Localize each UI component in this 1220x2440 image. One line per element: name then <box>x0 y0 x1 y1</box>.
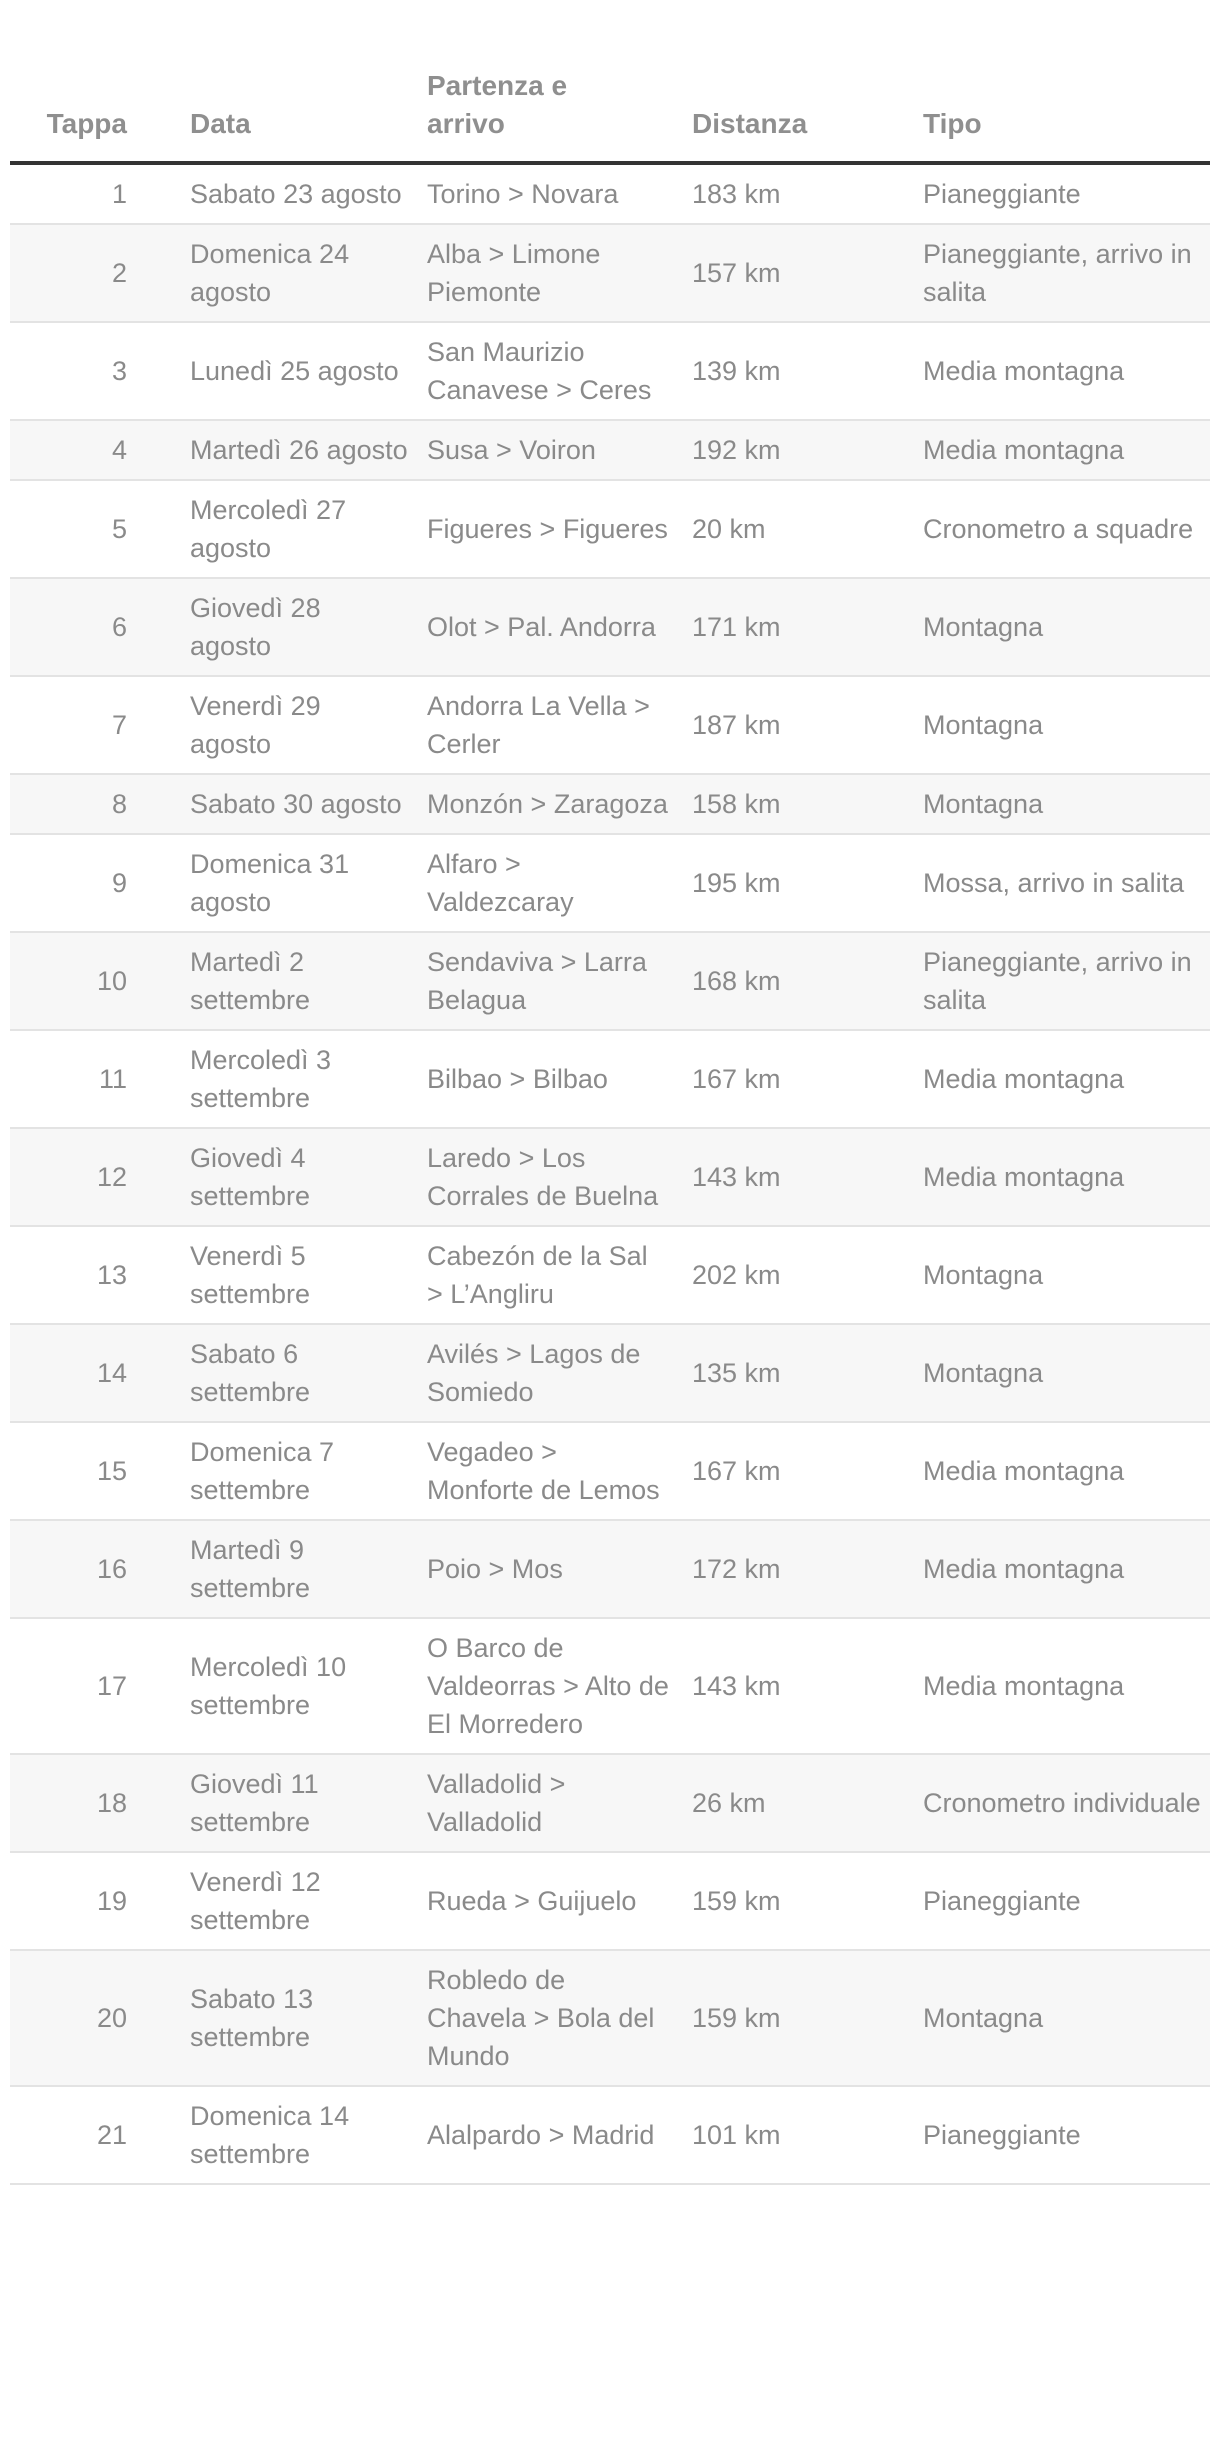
cell-tipo: Montagna <box>923 1226 1210 1324</box>
cell-route: Valladolid > Valladolid <box>427 1754 692 1852</box>
table-row <box>10 1852 1210 1950</box>
cell-route: Avilés > Lagos de Somiedo <box>427 1324 692 1422</box>
cell-data: Martedì 2 settembre <box>190 932 427 1030</box>
cell-tipo: Media montagna <box>923 1030 1210 1128</box>
cell-data: Domenica 7 settembre <box>190 1422 427 1520</box>
table-row <box>10 1520 1210 1618</box>
cell-tappa: 18 <box>10 1754 190 1852</box>
cell-tappa: 4 <box>10 420 190 480</box>
cell-route: San Maurizio Canavese > Ceres <box>427 322 692 420</box>
cell-route: Alfaro > Valdezcaray <box>427 834 692 932</box>
cell-tappa: 17 <box>10 1618 190 1754</box>
table-row <box>10 932 1210 1030</box>
cell-distanza: 159 km <box>692 1852 923 1950</box>
cell-data: Sabato 13 settembre <box>190 1950 427 2086</box>
cell-tipo: Montagna <box>923 578 1210 676</box>
cell-distanza: 20 km <box>692 480 923 578</box>
cell-data: Mercoledì 10 settembre <box>190 1618 427 1754</box>
table-row <box>10 2086 1210 2184</box>
cell-data: Giovedì 4 settembre <box>190 1128 427 1226</box>
cell-tappa: 2 <box>10 224 190 322</box>
cell-data: Domenica 24 agosto <box>190 224 427 322</box>
cell-route: Sendaviva > Larra Belagua <box>427 932 692 1030</box>
cell-route: Cabezón de la Sal > L’Angliru <box>427 1226 692 1324</box>
cell-distanza: 192 km <box>692 420 923 480</box>
cell-distanza: 167 km <box>692 1030 923 1128</box>
cell-route: Alalpardo > Madrid <box>427 2086 692 2184</box>
table-row <box>10 774 1210 834</box>
cell-route: Olot > Pal. Andorra <box>427 578 692 676</box>
cell-route: Poio > Mos <box>427 1520 692 1618</box>
table-row <box>10 1324 1210 1422</box>
header-route: Partenza e arrivo <box>427 0 692 163</box>
cell-route: Alba > Limone Piemonte <box>427 224 692 322</box>
cell-tappa: 3 <box>10 322 190 420</box>
table-row <box>10 1754 1210 1852</box>
table-row <box>10 1618 1210 1754</box>
header-row <box>10 0 1210 163</box>
cell-distanza: 172 km <box>692 1520 923 1618</box>
cell-tappa: 16 <box>10 1520 190 1618</box>
cell-route: Andorra La Vella > Cerler <box>427 676 692 774</box>
cell-data: Mercoledì 27 agosto <box>190 480 427 578</box>
cell-data: Martedì 26 agosto <box>190 420 427 480</box>
cell-distanza: 171 km <box>692 578 923 676</box>
cell-data: Sabato 23 agosto <box>190 163 427 224</box>
cell-tappa: 6 <box>10 578 190 676</box>
cell-distanza: 139 km <box>692 322 923 420</box>
cell-tipo: Media montagna <box>923 1128 1210 1226</box>
cell-tipo: Cronometro individuale <box>923 1754 1210 1852</box>
cell-tipo: Montagna <box>923 1324 1210 1422</box>
cell-tappa: 5 <box>10 480 190 578</box>
cell-tipo: Media montagna <box>923 1618 1210 1754</box>
cell-distanza: 26 km <box>692 1754 923 1852</box>
header-tappa: Tappa <box>10 0 190 163</box>
table-row <box>10 1422 1210 1520</box>
cell-data: Sabato 6 settembre <box>190 1324 427 1422</box>
cell-tappa: 15 <box>10 1422 190 1520</box>
cell-data: Giovedì 11 settembre <box>190 1754 427 1852</box>
cell-tipo: Mossa, arrivo in salita <box>923 834 1210 932</box>
cell-tappa: 12 <box>10 1128 190 1226</box>
cell-distanza: 202 km <box>692 1226 923 1324</box>
table-row <box>10 834 1210 932</box>
cell-distanza: 195 km <box>692 834 923 932</box>
table-body <box>10 163 1210 2184</box>
cell-tipo: Montagna <box>923 676 1210 774</box>
table-row <box>10 578 1210 676</box>
cell-tappa: 10 <box>10 932 190 1030</box>
cell-route: Robledo de Chavela > Bola del Mundo <box>427 1950 692 2086</box>
cell-data: Venerdì 29 agosto <box>190 676 427 774</box>
cell-tipo: Pianeggiante <box>923 2086 1210 2184</box>
cell-tipo: Pianeggiante <box>923 1852 1210 1950</box>
cell-data: Sabato 30 agosto <box>190 774 427 834</box>
cell-data: Martedì 9 settembre <box>190 1520 427 1618</box>
table-row <box>10 163 1210 224</box>
cell-distanza: 187 km <box>692 676 923 774</box>
cell-tappa: 9 <box>10 834 190 932</box>
table-row <box>10 420 1210 480</box>
cell-route: Figueres > Figueres <box>427 480 692 578</box>
cell-tappa: 20 <box>10 1950 190 2086</box>
cell-route: Laredo > Los Corrales de Buelna <box>427 1128 692 1226</box>
cell-distanza: 168 km <box>692 932 923 1030</box>
cell-tappa: 11 <box>10 1030 190 1128</box>
cell-data: Giovedì 28 agosto <box>190 578 427 676</box>
header-tipo: Tipo <box>923 0 1210 163</box>
cell-route: Susa > Voiron <box>427 420 692 480</box>
cell-tappa: 7 <box>10 676 190 774</box>
cell-distanza: 183 km <box>692 163 923 224</box>
cell-tappa: 21 <box>10 2086 190 2184</box>
cell-tipo: Cronometro a squadre <box>923 480 1210 578</box>
cell-distanza: 158 km <box>692 774 923 834</box>
cell-tappa: 13 <box>10 1226 190 1324</box>
cell-distanza: 167 km <box>692 1422 923 1520</box>
cell-distanza: 135 km <box>692 1324 923 1422</box>
table-row <box>10 224 1210 322</box>
cell-distanza: 157 km <box>692 224 923 322</box>
cell-distanza: 143 km <box>692 1128 923 1226</box>
stages-table-container <box>10 0 1210 2185</box>
cell-tappa: 8 <box>10 774 190 834</box>
cell-tipo: Pianeggiante <box>923 163 1210 224</box>
table-row <box>10 1128 1210 1226</box>
cell-route: Bilbao > Bilbao <box>427 1030 692 1128</box>
header-distanza: Distanza <box>692 0 923 163</box>
table-row <box>10 1226 1210 1324</box>
table-header <box>10 0 1210 163</box>
header-data: Data <box>190 0 427 163</box>
cell-tipo: Montagna <box>923 1950 1210 2086</box>
cell-distanza: 159 km <box>692 1950 923 2086</box>
cell-distanza: 143 km <box>692 1618 923 1754</box>
cell-distanza: 101 km <box>692 2086 923 2184</box>
cell-tipo: Montagna <box>923 774 1210 834</box>
cell-route: Torino > Novara <box>427 163 692 224</box>
table-row <box>10 1030 1210 1128</box>
table-row <box>10 480 1210 578</box>
cell-tappa: 1 <box>10 163 190 224</box>
cell-tipo: Pianeggiante, arrivo in salita <box>923 932 1210 1030</box>
cell-data: Mercoledì 3 settembre <box>190 1030 427 1128</box>
table-row <box>10 1950 1210 2086</box>
cell-data: Venerdì 12 settembre <box>190 1852 427 1950</box>
cell-route: O Barco de Valdeorras > Alto de El Morredero <box>427 1618 692 1754</box>
cell-tappa: 19 <box>10 1852 190 1950</box>
cell-tipo: Pianeggiante, arrivo in salita <box>923 224 1210 322</box>
stages-table <box>10 0 1210 2185</box>
cell-route: Vegadeo > Monforte de Lemos <box>427 1422 692 1520</box>
table-row <box>10 676 1210 774</box>
cell-tappa: 14 <box>10 1324 190 1422</box>
cell-data: Venerdì 5 settembre <box>190 1226 427 1324</box>
cell-tipo: Media montagna <box>923 420 1210 480</box>
cell-tipo: Media montagna <box>923 322 1210 420</box>
table-row <box>10 322 1210 420</box>
cell-route: Rueda > Guijuelo <box>427 1852 692 1950</box>
cell-data: Lunedì 25 agosto <box>190 322 427 420</box>
cell-data: Domenica 14 settembre <box>190 2086 427 2184</box>
cell-tipo: Media montagna <box>923 1422 1210 1520</box>
cell-route: Monzón > Zaragoza <box>427 774 692 834</box>
cell-tipo: Media montagna <box>923 1520 1210 1618</box>
cell-data: Domenica 31 agosto <box>190 834 427 932</box>
